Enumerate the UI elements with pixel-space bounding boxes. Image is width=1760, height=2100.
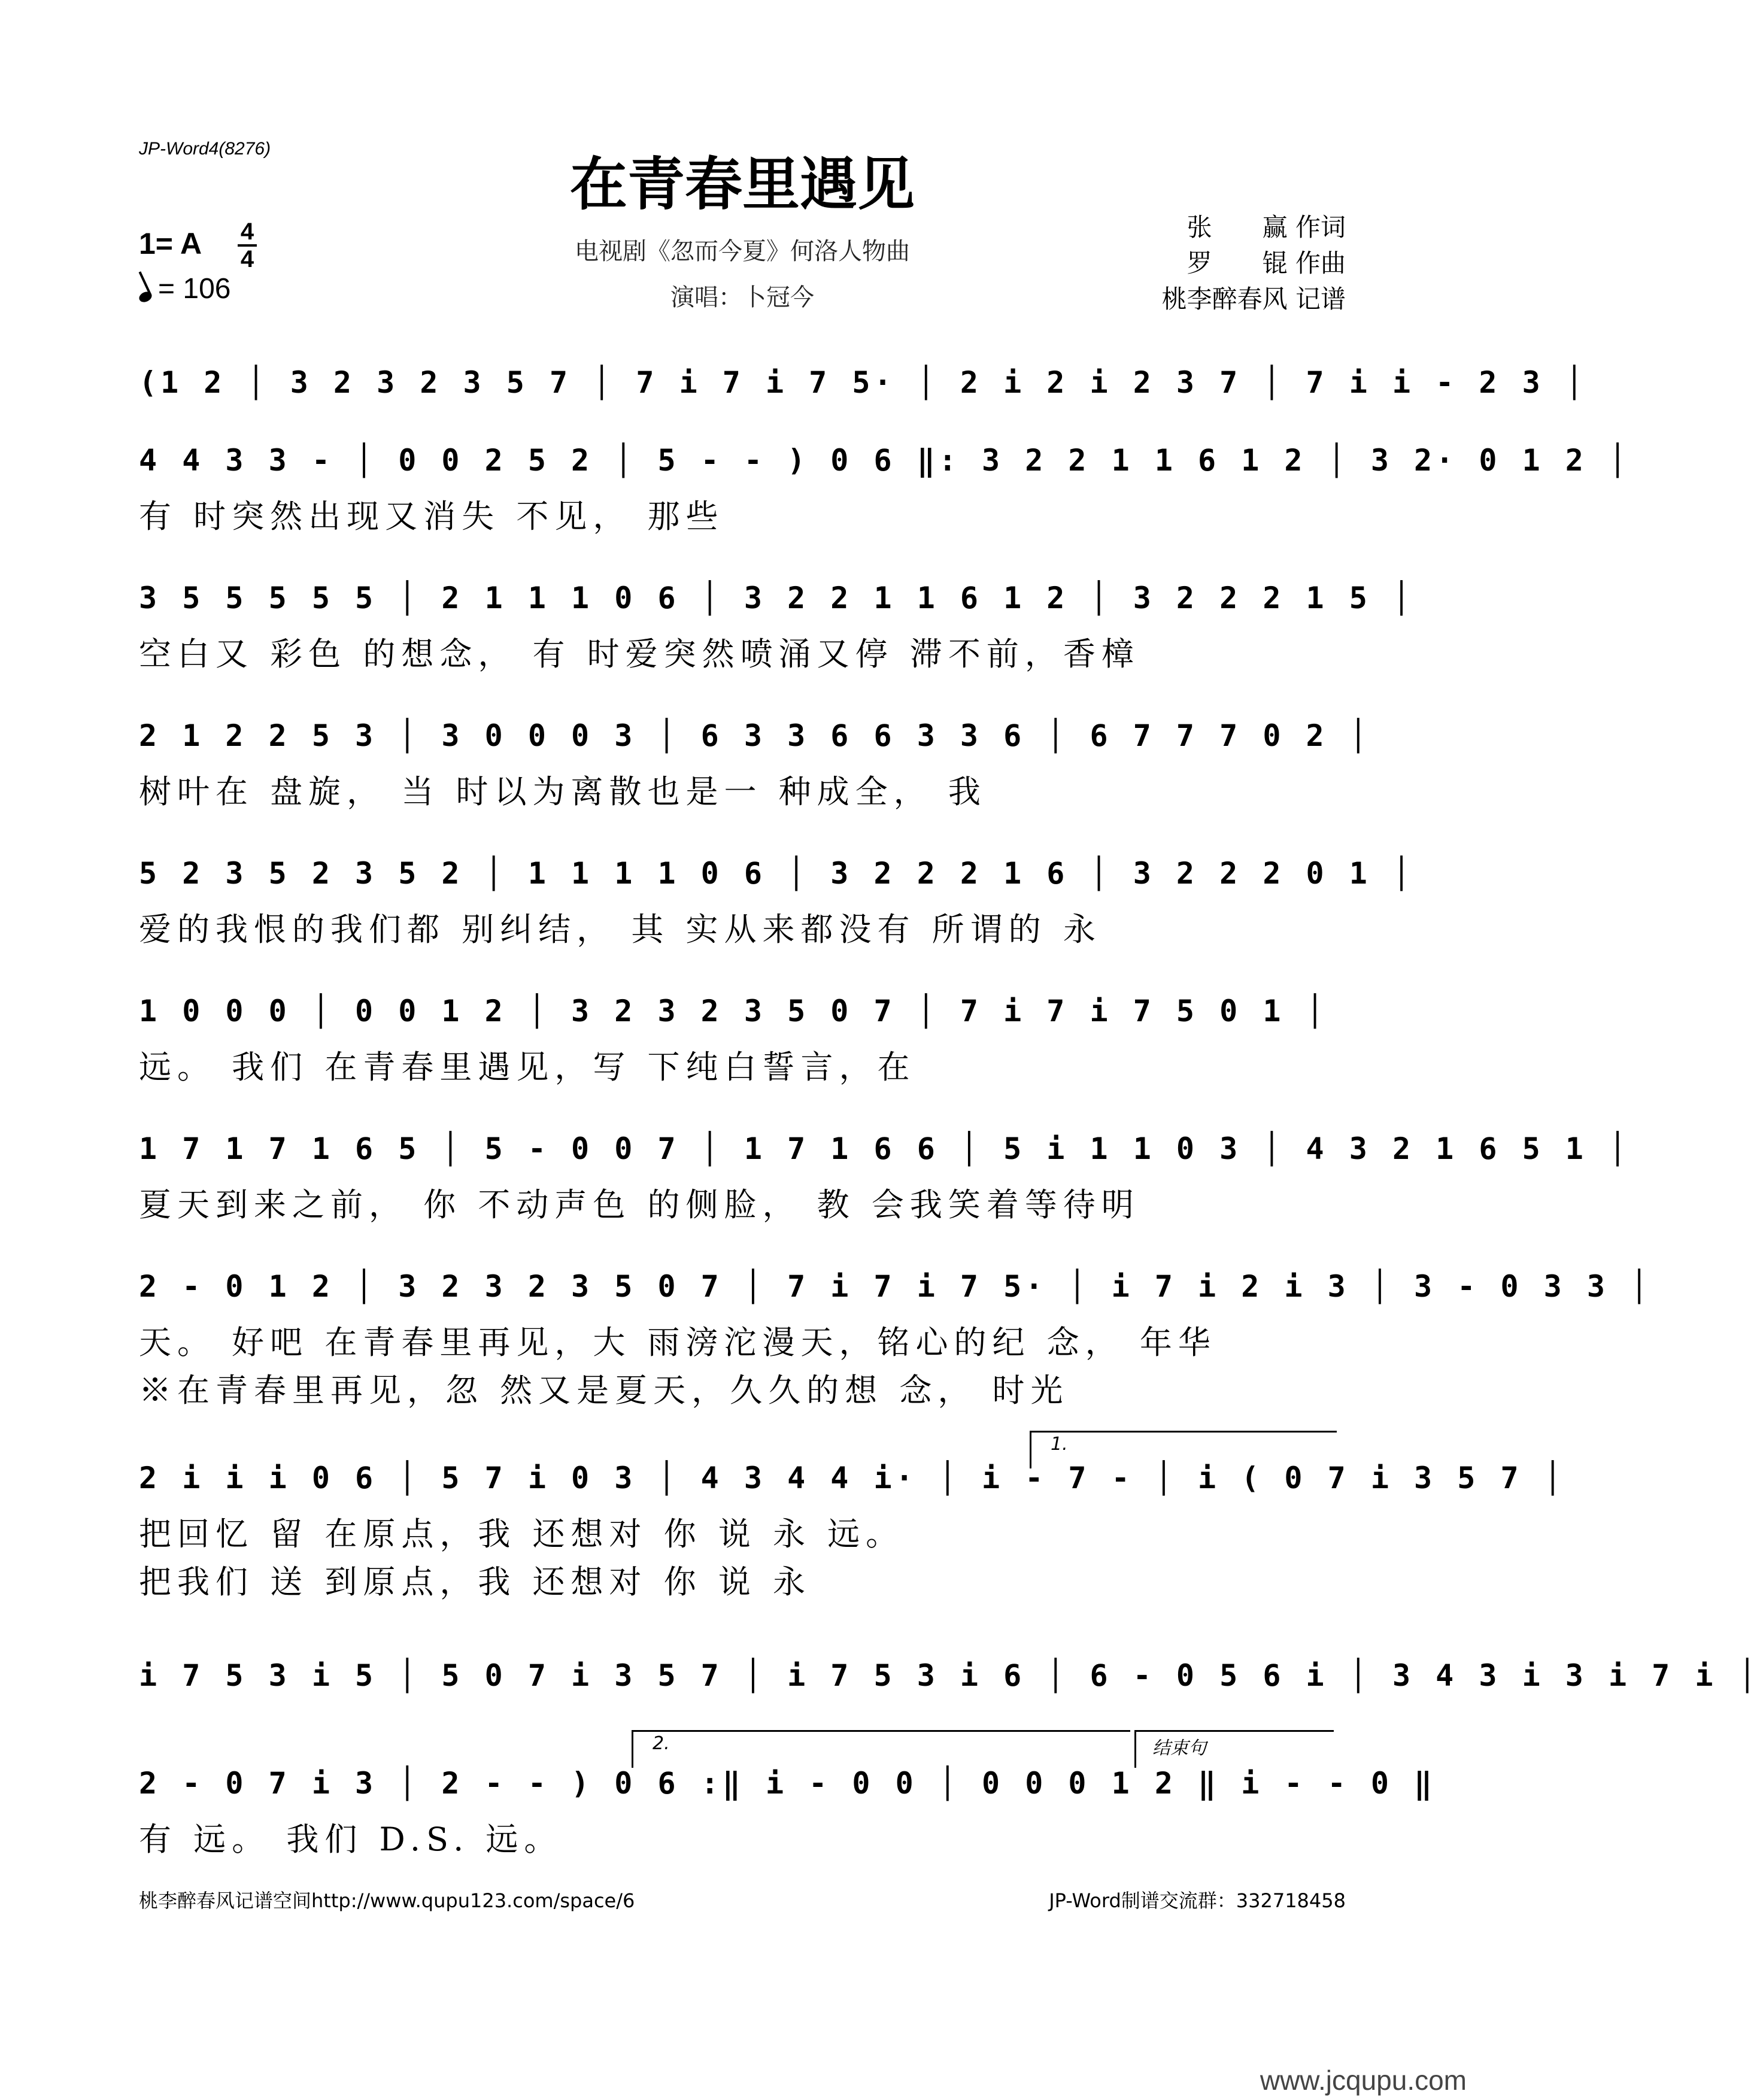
notation-line: 2 1 2 2 5 3 │ 3 0 0 0 3 │ 6 3 3 6 6 3 3 6 │ 6 7 7 7 0 2 │ [139,718,1371,753]
volta-1-bracket [1030,1431,1337,1468]
notation-line: 2 - 0 7 i 3 │ 2 - - ) 0 6 :‖ i - 0 0 │ 0 0 0 1 2 ‖ i - - 0 ‖ [139,1766,1436,1801]
notation-line: (1 2 │ 3 2 3 2 3 5 7 │ 7 i 7 i 7 5· │ 2 i 2 i 2 3 7 │ 7 i i - 2 3 │ [139,365,1587,400]
lyric-line: 远。 我们 在青春里遇见，写 下纯白誓言，在 [139,1048,916,1086]
lyric-line: 空白又 彩色 的想念， 有 时爱突然喷涌又停 滞不前，香樟 [139,635,1140,673]
lyric-line: 夏天到来之前， 你 不动声色 的侧脸， 教 会我笑着等待明 [139,1186,1140,1224]
subtitle: 电视剧《忽而今夏》何洛人物曲 [575,238,910,265]
ending-label: 结束句 [1152,1738,1206,1759]
lyric-line: ※在青春里再见，忽 然又是夏天，久久的想 念， 时光 [139,1371,1069,1409]
time-signature-top: 4 [240,219,254,245]
credits [1162,210,1346,317]
notation-line: 1 0 0 0 │ 0 0 1 2 │ 3 2 3 2 3 5 0 7 │ 7 i 7 i 7 5 0 1 │ [139,994,1328,1028]
composer-credit: 罗 锟 作曲 [1187,248,1346,278]
time-signature-bottom: 4 [240,246,254,272]
lyric-line: 天。 好吧 在青春里再见，大 雨滂沱漫天，铭心的纪 念， 年华 [139,1324,1216,1361]
lyric-line: 树叶在 盘旋， 当 时以为离散也是一 种成全， 我 [139,773,987,811]
lyric-line: 有 时突然出现又消失 不见， 那些 [139,497,724,535]
notation-line: 2 i i i 0 6 │ 5 7 i 0 3 │ 4 3 4 4 i· │ i - 7 - │ i ( 0 7 i 3 5 7 │ [139,1461,1565,1495]
watermark: www.jcqupu.com [1260,2065,1467,2096]
volta-2-label: 2. [653,1733,670,1754]
notation-line: i 7 5 3 i 5 │ 5 0 7 i 3 5 7 │ i 7 5 3 i 6 │ 6 - 0 5 6 i │ 3 4 3 i 3 i 7 i │ [139,1658,1760,1693]
notation-line: 1 7 1 7 1 6 5 │ 5 - 0 0 7 │ 1 7 1 6 6 │ 5 i 1 1 0 3 │ 4 3 2 1 6 5 1 │ [139,1131,1631,1166]
notation-line: 2 - 0 1 2 │ 3 2 3 2 3 5 0 7 │ 7 i 7 i 7 5· │ i 7 i 2 i 3 │ 3 - 0 3 3 │ [139,1269,1652,1304]
tempo-value: = 106 [158,273,231,305]
volta-1-label: 1. [1051,1434,1068,1455]
notation-line: 4 4 3 3 - │ 0 0 2 5 2 │ 5 - - ) 0 6 ‖: 3 2 2 1 1 6 1 2 │ 3 2· 0 1 2 │ [139,443,1631,478]
lyric-line: 爱的我恨的我们都 别纠结， 其 实从来都没有 所谓的 永 [139,911,1101,948]
notation-line: 5 2 3 5 2 3 5 2 │ 1 1 1 1 0 6 │ 3 2 2 2 1 6 │ 3 2 2 2 0 1 │ [139,856,1415,891]
lyric-line: 把我们 送 到原点，我 还想对 你 说 永 [139,1563,811,1601]
lyricist-credit: 张 赢 作词 [1187,213,1346,242]
singer: 演唱：卜冠今 [670,284,814,311]
transcriber-credit: 桃李醉春风 记谱 [1161,284,1346,314]
software-tag: JP-Word4(8276) [139,139,271,159]
lyric-line: 有 远。 我们 D.S. 远。 [139,1820,563,1858]
lyric-line: 把回忆 留 在原点，我 还想对 你 说 永 远。 [139,1515,905,1553]
notation-line: 3 5 5 5 5 5 │ 2 1 1 1 0 6 │ 3 2 2 1 1 6 1 2 │ 3 2 2 2 1 5 │ [139,581,1415,615]
key-signature: 1= A [139,227,202,260]
footer-right: JP-Word制谱交流群：332718458 [1049,1889,1346,1912]
volta-2-bracket [632,1730,1130,1768]
footer-left: 桃李醉春风记谱空间http://www.qupu123.com/space/6 [139,1889,635,1912]
page-title: 在青春里遇见 [570,151,915,218]
